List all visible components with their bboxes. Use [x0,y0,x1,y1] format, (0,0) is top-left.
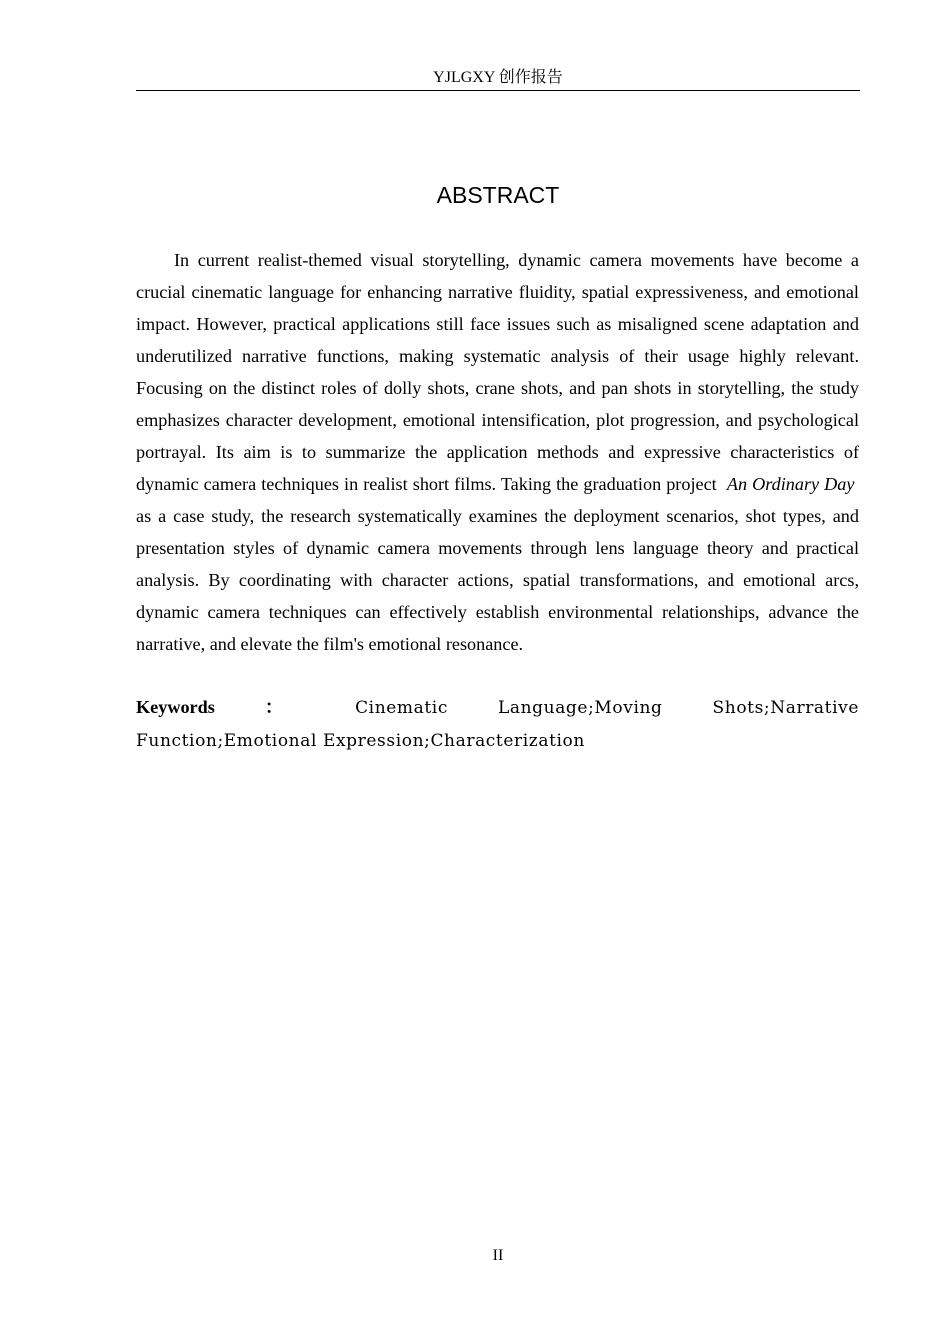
abstract-body [136,244,859,660]
keywords-separator: ： [220,697,328,717]
page-number: II [492,1247,504,1264]
abstract-text-part-1: In current realist-themed visual storytelling, dynamic camera movements have become a crucial cinematic language for enhancing narrative fluidity, spatial expressiveness, and emotional impact. However, practical applications still face issues such as misaligned scene adaptation and underutilized narrative functions, making systematic analysis of their usage highly relevant. Focusing on the distinct roles of dolly shots, crane shots, and pan shots in storytelling, the study emphasizes character development, emotional intensification, plot progression, and psychological portrayal. Its aim is to summarize the application methods and expressive characteristics of dynamic camera techniques in realist short films. Taking the graduation project [136,250,859,494]
keywords-label: Keywords [136,697,215,717]
keywords-paragraph [136,691,859,757]
header-rule [136,90,860,91]
running-header: YJLGXY 创作报告 [433,69,563,86]
abstract-heading: ABSTRACT [436,182,560,208]
film-title: An Ordinary Day [726,474,855,494]
abstract-text-part-2: as a case study, the research systematically examines the deployment scenarios, shot types, and presentation styles of dynamic camera movements through lens language theory and practical analysis. By coordinating with character actions, spatial transformations, and emotional arcs, dynamic camera techniques can effectively establish environmental relationships, advance the narrative, and elevate the film's emotional resonance. [136,506,859,654]
keywords-text: Cinematic Language;Moving Shots;Narrative Function;Emotional Expression;Characterization [136,698,859,751]
